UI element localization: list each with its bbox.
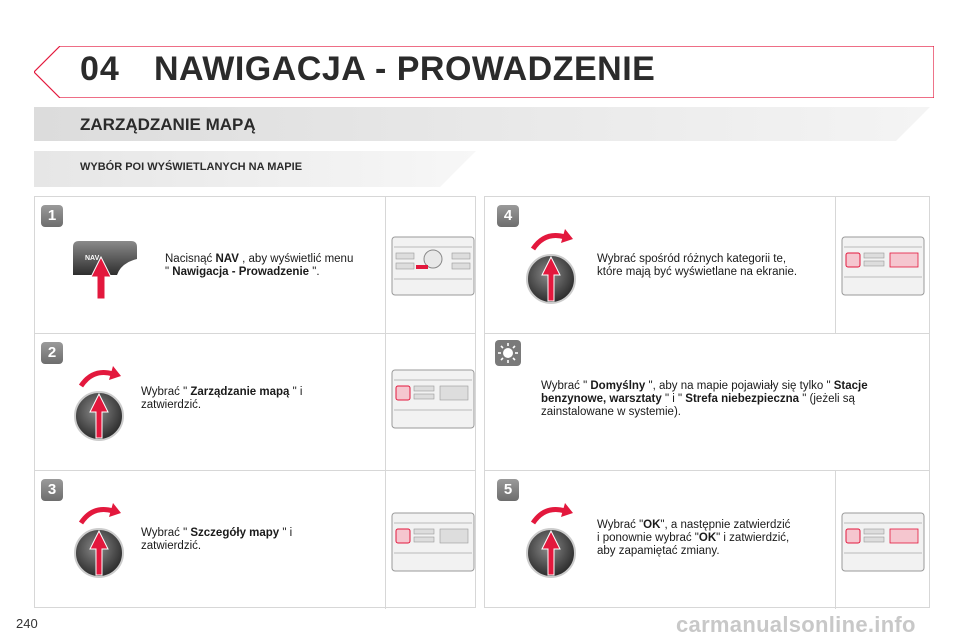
step-2-text: Wybrać " Zarządzanie mapą " i zatwierdzić. [141,386,303,411]
radio-panel-image [390,235,476,299]
tip-text: Wybrać " Domyślny ", aby na mapie pojawiały się tylko " Stacje benzynowe, warsztaty " i " Strefa niebezpieczna " (jeżeli są zainstalowane w systemie). [541,380,868,418]
rotary-knob-icon [69,501,129,579]
radio-panel-image [840,235,926,299]
rotary-knob-icon [521,227,581,305]
page-number: 240 [16,616,38,631]
chapter-number: 04 [80,50,120,88]
step-1-row [35,197,475,334]
step-5-text: Wybrać "OK", a następnie zatwierdzić i ponownie wybrać "OK" i zatwierdzić, aby zapamiętać zmiany. [597,519,791,557]
step-2-badge: 2 [41,342,63,364]
radio-panel-image [390,368,476,432]
step-3-text: Wybrać " Szczegóły mapy " i zatwierdzić. [141,527,293,552]
step-3-row [35,471,475,609]
rotary-knob-icon [69,364,129,442]
rotary-knob-icon [521,501,581,579]
step-3-badge: 3 [41,479,63,501]
steps-left-column [34,196,476,608]
lightbulb-icon [495,340,521,366]
step-5-row [485,471,929,609]
watermark: carmanualsonline.info [676,612,916,637]
step-4-text: Wybrać spośród różnych kategorii te, które mają być wyświetlane na ekranie. [597,253,798,278]
radio-panel-image [840,511,926,575]
step-4-badge: 4 [497,205,519,227]
subsection-title: WYBÓR POI WYŚWIETLANYCH NA MAPIE [80,161,303,173]
step-5-badge: 5 [497,479,519,501]
steps-right-column [484,196,930,608]
radio-panel-image [390,511,476,575]
section-title: ZARZĄDZANIE MAPĄ [80,115,256,134]
nav-key-label: NAV [85,255,100,262]
step-2-row [35,334,475,471]
tip-row [485,334,929,471]
step-4-row [485,197,929,334]
step-1-text: Nacisnąć NAV , aby wyświetlić menu " Nawigacja - Prowadzenie ". [165,253,354,278]
step-1-badge: 1 [41,205,63,227]
page-title: NAWIGACJA - PROWADZENIE [154,50,656,88]
chapter-header [34,46,934,98]
nav-button-icon [71,239,141,301]
